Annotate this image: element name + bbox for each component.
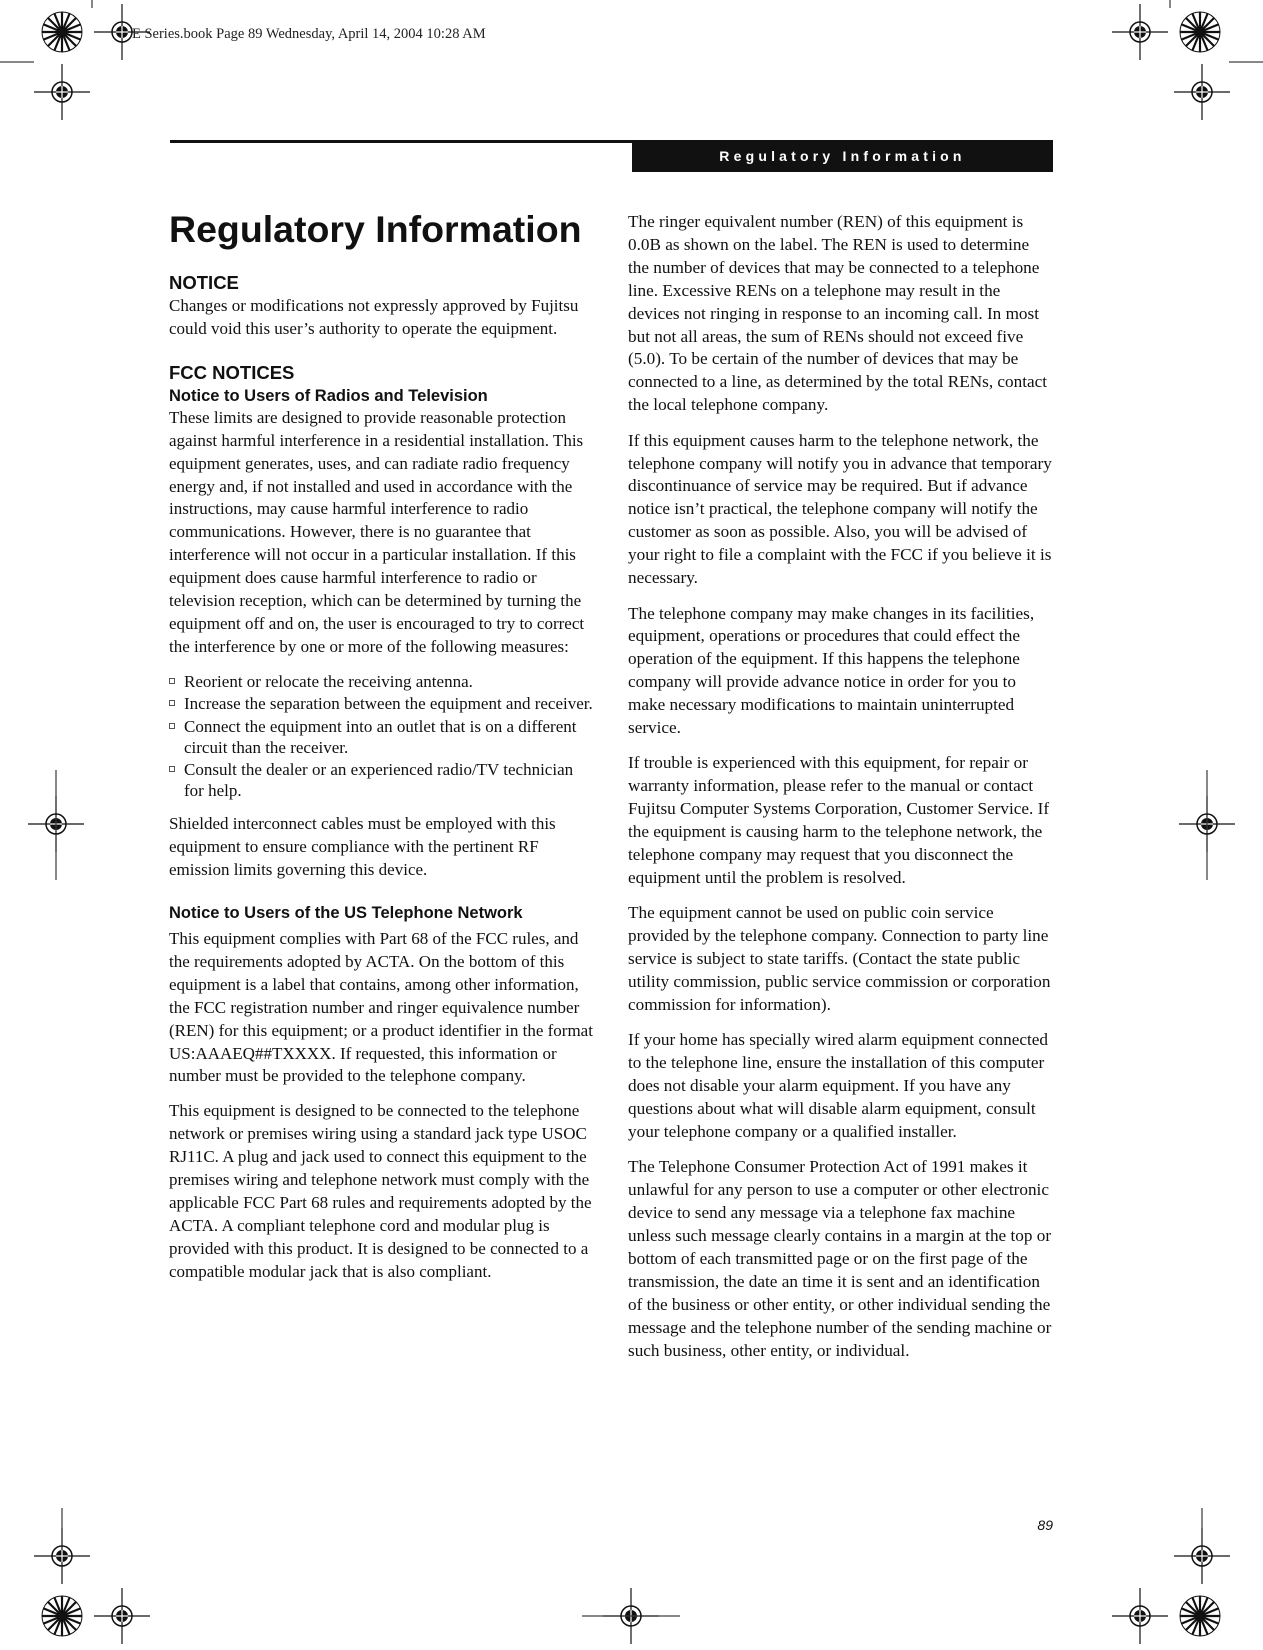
header-rule: [170, 140, 632, 143]
fcc-notices-heading: FCC NOTICES: [169, 361, 295, 383]
network-harm-paragraph: If this equipment causes harm to the telephone network, the telephone company will notify you in advance that temporary discontinuance of service may be required. But if advance notice isn’t practical, the telephone company will notify the customer as soon as possible. Also, you will be advised of your right to file a complaint with the FCC if you believe it is necessary.: [628, 430, 1052, 588]
list-item: Consult the dealer or an experienced radio/TV technician for help.: [169, 759, 593, 801]
bullet-box-icon: [169, 723, 175, 729]
tcpa-paragraph: The Telephone Consumer Protection Act of 1991 makes it unlawful for any person to use a computer or other electronic device to send any message via a telephone fax machine unless such message clearly contains in a margin at the top or bottom of each transmitted page or on the first page of the transmission, the date an time it is sent and an identification of the business or other entity, or other individual sending the message and the telephone number of the sending machine or such business, other entity, or individual.: [628, 1157, 1052, 1360]
trouble-paragraph: If trouble is experienced with this equipment, for repair or warranty information, please refer to the manual or contact Fujitsu Computer Systems Corporation, Customer Service. If the equipment is causing harm to the telephone network, the telephone company may request that you disconnect the equipment until the problem is resolved.: [628, 753, 1050, 887]
left-column: [169, 205, 593, 1296]
coin-service-paragraph: The equipment cannot be used on public coin service provided by the telephone company. Connection to party line service is subject to state tariffs. (Contact the state public utility commission, public service commission or corporation commission for information).: [628, 903, 1051, 1014]
bullet-box-icon: [169, 700, 175, 706]
shielded-cables-paragraph: Shielded interconnect cables must be employed with this equipment to ensure compliance with the pertinent RF emission limits governing this device.: [169, 814, 556, 880]
bullet-box-icon: [169, 766, 175, 772]
right-column: [628, 211, 1054, 1375]
telephone-paragraph-2: This equipment is designed to be connected to the telephone network or premises wiring using a standard jack type USOC RJ11C. A plug and jack used to connect this equipment to the premises wiring and telephone network must comply with the applicable FCC Part 68 rules and requirements adopted by the ACTA. A compliant telephone cord and modular plug is provided with this product. It is designed to be connected to a compatible modular jack that is also compliant.: [169, 1101, 592, 1281]
facility-changes-paragraph: The telephone company may make changes in its facilities, equipment, operations or procedures that could effect the operation of the equipment. If this happens the telephone company will provide advance notice in order for you to make necessary modifications to maintain uninterrupted service.: [628, 603, 1035, 738]
telephone-network-heading: Notice to Users of the US Telephone Network: [169, 904, 523, 922]
running-header: Regulatory Information: [632, 140, 1053, 172]
alarm-equipment-paragraph: If your home has specially wired alarm equipment connected to the telephone line, ensure the installation of this computer does not disable your alarm equipment. If you have any questions about what will disable alarm equipment, consult your telephone company or a qualified installer.: [628, 1030, 1048, 1142]
page-number: 89: [1037, 1517, 1053, 1533]
telephone-paragraph-1: This equipment complies with Part 68 of the FCC rules, and the requirements adopted by ACTA. On the bottom of this equipment is a label that contains, among other information, the FCC registration number and ringer equivalence number (REN) for this equipment; or a product identifier in the format US:AAAEQ##TXXXX. If requested, this information or number must be provided to the telephone company.: [169, 929, 593, 1086]
list-item: Reorient or relocate the receiving antenna.: [169, 671, 593, 692]
print-slug-line: E Series.book Page 89 Wednesday, April 14, 2004 10:28 AM: [132, 26, 486, 42]
page-title: Regulatory Information: [169, 208, 582, 250]
bullet-box-icon: [169, 678, 175, 684]
notice-heading: NOTICE: [169, 272, 239, 293]
ren-paragraph: The ringer equivalent number (REN) of this equipment is 0.0B as shown on the label. The REN is used to determine the number of devices that may be connected to a telephone line. Excessive RENs on a telephone may result in the devices not ringing in response to an incoming call. In most but not all areas, the sum of RENs should not exceed five (5.0). To be certain of the number of devices that may be connected to a line, as determined by the total RENs, contact the local telephone company.: [628, 212, 1048, 415]
interference-measures-list: [169, 671, 593, 802]
radio-tv-notice-heading: Notice to Users of Radios and Television: [169, 386, 488, 405]
radio-tv-paragraph: These limits are designed to provide reasonable protection against harmful interference in a residential installation. This equipment generates, uses, and can radiate radio frequency energy and, if not installed and used in accordance with the instructions, may cause harmful interference to radio communications. However, there is no guarantee that interference will not occur in a particular installation. If this equipment does cause harmful interference to radio or television reception, which can be determined by turning the equipment off and on, the user is encouraged to try to correct the interference by one or more of the following measures:: [169, 407, 585, 656]
notice-paragraph: Changes or modifications not expressly approved by Fujitsu could void this user’s authority to operate the equipment.: [169, 296, 579, 338]
list-item: Increase the separation between the equipment and receiver.: [169, 693, 593, 714]
list-item: Connect the equipment into an outlet that is on a different circuit than the receiver.: [169, 716, 593, 758]
